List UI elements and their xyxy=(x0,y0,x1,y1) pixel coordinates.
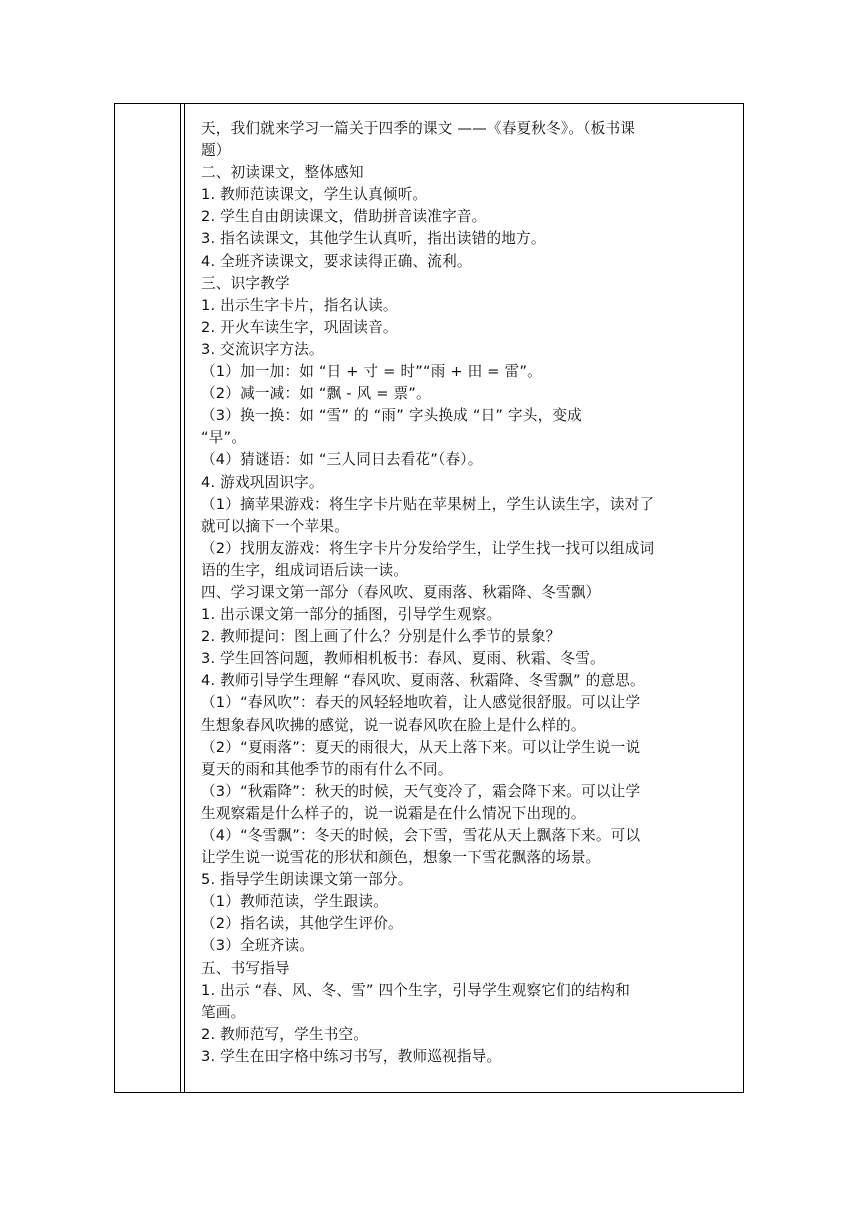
content-line: （3）换一换：如 “雪” 的 “雨” 字头换成 “日” 字头，变成 xyxy=(201,407,582,425)
content-line: （1）加一加：如 “日 + 寸 = 时”“雨 + 田 = 雷”。 xyxy=(201,363,542,381)
content-line: 1. 出示生字卡片，指名认读。 xyxy=(201,296,398,314)
section-heading: 三、识字教学 xyxy=(201,274,290,292)
section-heading: 四、学习课文第一部分（春风吹、夏雨落、秋霜降、冬雪飘） xyxy=(201,583,601,601)
content-line: 笔画。 xyxy=(201,1003,246,1021)
lesson-plan-table xyxy=(114,103,744,1093)
content-line: 1. 教师范读课文，学生认真倾听。 xyxy=(201,186,428,204)
column-divider xyxy=(184,104,185,1092)
content-line: （2）指名读，其他学生评价。 xyxy=(201,915,403,933)
content-line: 3. 交流识字方法。 xyxy=(201,340,324,358)
content-line: （2）减一减：如 “飘 - 风 = 票”。 xyxy=(201,385,431,403)
content-line: 2. 学生自由朗读课文，借助拼音读准字音。 xyxy=(201,208,487,226)
content-line: 生观察霜是什么样子的，说一说霜是在什么情况下出现的。 xyxy=(201,804,586,822)
content-line: 3. 学生在田字格中练习书写，教师巡视指导。 xyxy=(201,1047,502,1065)
content-line: （3）“秋霜降”：秋天的时候，天气变冷了，霜会降下来。可以让学 xyxy=(201,782,641,800)
content-line: （1）摘苹果游戏：将生字卡片贴在苹果树上，学生认读生字，读对了 xyxy=(201,495,655,513)
content-line: 就可以摘下一个苹果。 xyxy=(201,517,349,535)
content-line: 1. 出示 “春、风、冬、雪” 四个生字，引导学生观察它们的结构和 xyxy=(201,981,631,999)
content-line: 5. 指导学生朗读课文第一部分。 xyxy=(201,871,413,889)
content-line: （1）教师范读，学生跟读。 xyxy=(201,893,389,911)
content-line: “早”。 xyxy=(201,429,247,447)
content-line: 题） xyxy=(201,142,231,160)
section-heading: 二、初读课文，整体感知 xyxy=(201,164,364,182)
content-line: 1. 出示课文第一部分的插图，引导学生观察。 xyxy=(201,606,502,624)
content-line: 夏天的雨和其他季节的雨有什么不同。 xyxy=(201,760,453,778)
content-line: （2）“夏雨落”：夏天的雨很大，从天上落下来。可以让学生说一说 xyxy=(201,738,641,756)
content-line: （2）找朋友游戏：将生字卡片分发给学生，让学生找一找可以组成词 xyxy=(201,539,655,557)
content-line: 天，我们就来学习一篇关于四季的课文 ——《春夏秋冬》。（板书课 xyxy=(201,120,636,137)
content-line: 2. 教师提问：图上画了什么？分别是什么季节的景象？ xyxy=(201,628,561,646)
lesson-content-cell xyxy=(201,118,733,1068)
content-line: （4）“冬雪飘”：冬天的时候，会下雪，雪花从天上飘落下来。可以 xyxy=(201,827,641,844)
content-line: （4）猜谜语：如 “三人同日去看花”（春）。 xyxy=(201,451,483,469)
content-line: （3）全班齐读。 xyxy=(201,937,315,955)
content-line: 3. 学生回答问题，教师相机板书：春风、夏雨、秋霜、冬雪。 xyxy=(201,650,605,668)
left-label-cell xyxy=(115,104,181,1092)
content-line: 2. 开火车读生字，巩固读音。 xyxy=(201,318,398,336)
content-line: 4. 全班齐读课文，要求读得正确、流利。 xyxy=(201,252,472,270)
content-line: 生想象春风吹拂的感觉，说一说春风吹在脸上是什么样的。 xyxy=(201,716,586,734)
content-line: 4. 游戏巩固识字。 xyxy=(201,473,324,491)
content-line: 语的生字，组成词语后读一读。 xyxy=(201,561,409,579)
content-line: 让学生说一说雪花的形状和颜色，想象一下雪花飘落的场景。 xyxy=(201,849,601,867)
content-line: 3. 指名读课文，其他学生认真听，指出读错的地方。 xyxy=(201,230,546,248)
content-line: 4. 教师引导学生理解 “春风吹、夏雨落、秋霜降、冬雪飘” 的意思。 xyxy=(201,672,645,690)
section-heading: 五、书写指导 xyxy=(201,959,290,977)
content-line: 2. 教师范写，学生书空。 xyxy=(201,1025,369,1043)
content-line: （1）“春风吹”：春天的风轻轻地吹着，让人感觉很舒服。可以让学 xyxy=(201,694,641,712)
